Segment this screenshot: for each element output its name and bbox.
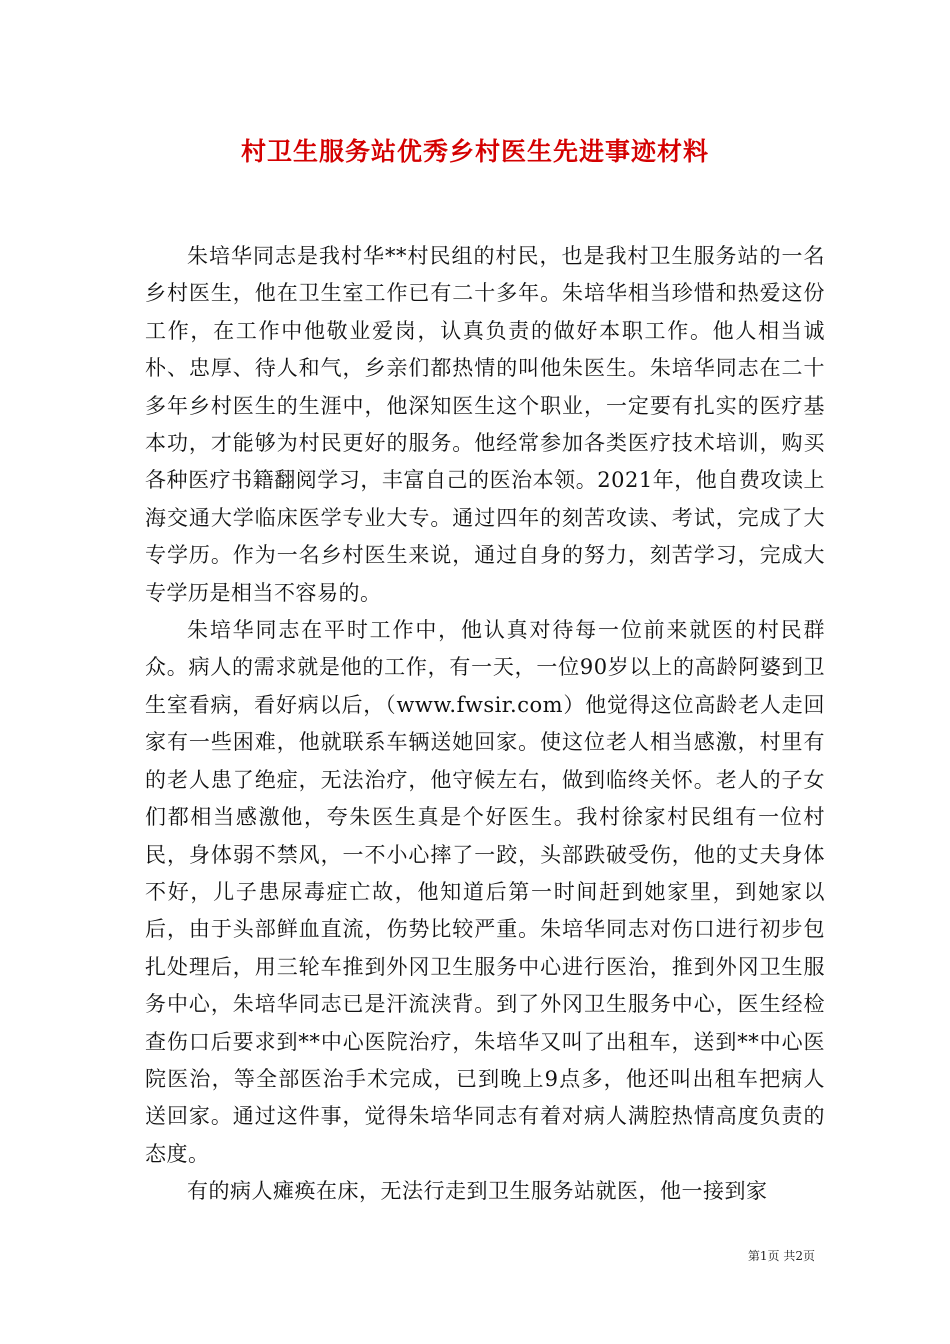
- paragraph-3: 有的病人瘫痪在床，无法行走到卫生服务站就医，他一接到家: [187, 1179, 768, 1204]
- paragraph-2: 朱培华同志在平时工作中，他认真对待每一位前来就医的村民群众。病人的需求就是他的工作，有一天，一位90岁以上的高龄阿婆到卫生室看病，看好病以后，（www.fwsir.com）他觉得这位高龄老人走回家有一些困难，他就联系车辆送她回家。使这位老人相当感激，村里有的老人患了绝症，无法治疗，他守候左右，做到临终关怀。老人的子女们都相当感激他，夸朱医生真是个好医生。我村徐家村民组有一位村民，身体弱不禁风，一不小心摔了一跤，头部跌破受伤，他的丈夫身体不好，儿子患尿毒症亡故，他知道后第一时间赶到她家里，到她家以后，由于头部鲜血直流，伤势比较严重。朱培华同志对伤口进行初步包扎处理后，用三轮车推到外冈卫生服务中心进行医治，推到外冈卫生服务中心，朱培华同志已是汗流浃背。到了外冈卫生服务中心，医生经检查伤口后要求到**中心医院治疗，朱培华又叫了出租车，送到**中心医院医治，等全部医治手术完成，已到晚上9点多，他还叫出租车把病人送回家。通过这件事，觉得朱培华同志有着对病人满腔热情高度负责的态度。: [145, 618, 825, 1166]
- paragraph-1: 朱培华同志是我村华**村民组的村民，也是我村卫生服务站的一名乡村医生，他在卫生室工作已有二十多年。朱培华相当珍惜和热爱这份工作，在工作中他敬业爱岗，认真负责的做好本职工作。他人相当诚朴、忠厚、待人和气，乡亲们都热情的叫他朱医生。朱培华同志在二十多年乡村医生的生涯中，他深知医生这个职业，一定要有扎实的医疗基本功，才能够为村民更好的服务。他经常参加各类医疗技术培训，购买各种医疗书籍翻阅学习，丰富自己的医治本领。2021年，他自费攻读上海交通大学临床医学专业大专。通过四年的刻苦攻读、考试，完成了大专学历。作为一名乡村医生来说，通过自身的努力，刻苦学习，完成大专学历是相当不容易的。: [145, 244, 825, 605]
- page-number: 第1页 共2页: [747, 1249, 815, 1263]
- page-title: 村卫生服务站优秀乡村医生先进事迹材料: [240, 137, 709, 166]
- document-body: [145, 238, 825, 1211]
